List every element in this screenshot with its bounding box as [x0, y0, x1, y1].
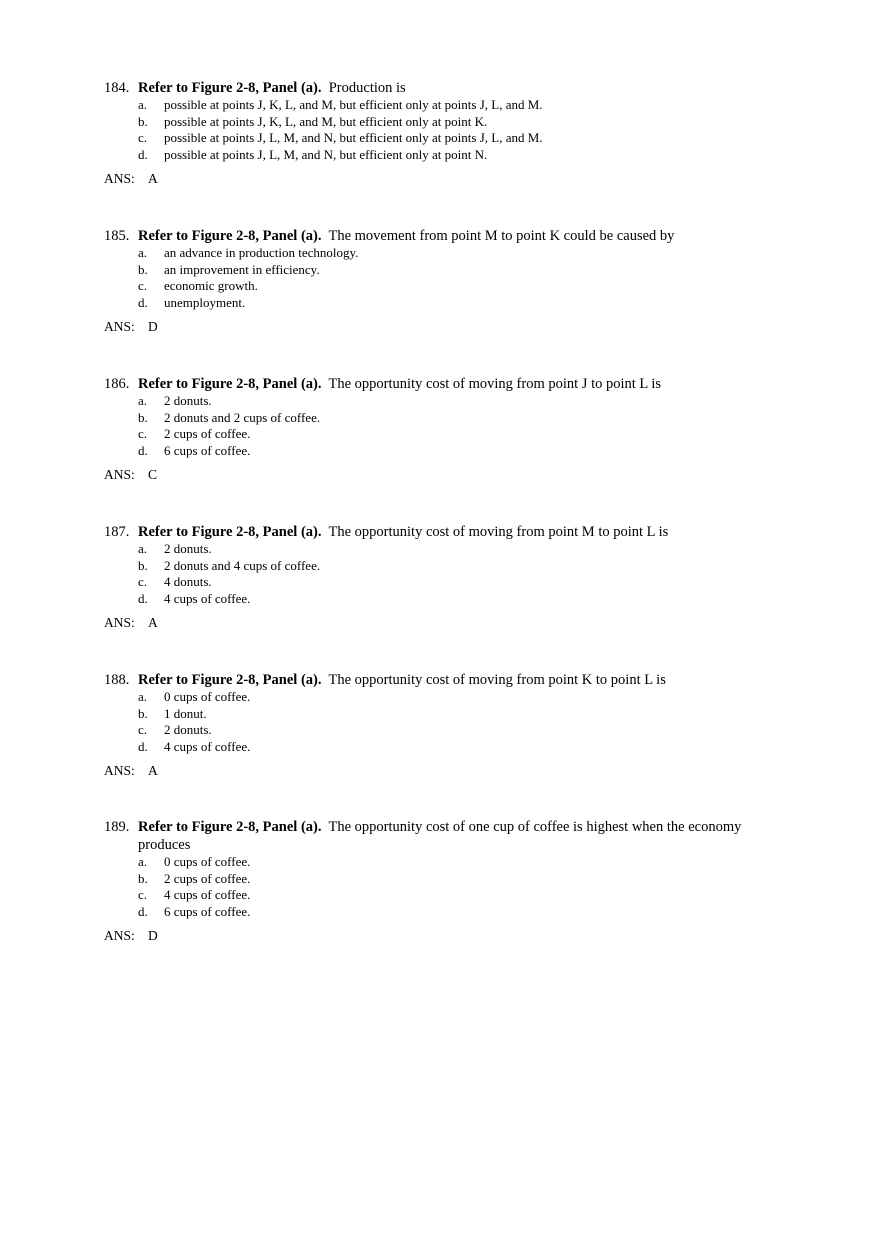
answer-line: [104, 614, 764, 631]
figure-reference: Refer to Figure 2-8, Panel (a).: [138, 80, 322, 96]
option-letter: b.: [138, 705, 148, 721]
option-a: [104, 245, 764, 262]
option-text: 4 donuts.: [164, 574, 212, 590]
question-stem: [104, 79, 764, 97]
option-text: unemployment.: [164, 295, 246, 311]
question-text: The opportunity cost of moving from point J to point L is: [328, 376, 662, 392]
answer-value: A: [148, 762, 158, 778]
option-text: 2 cups of coffee.: [164, 870, 251, 886]
question-number: 184.: [104, 80, 130, 96]
answer-value: A: [148, 170, 158, 186]
option-letter: b.: [138, 870, 148, 886]
option-c: [104, 130, 764, 147]
answer-line: [104, 318, 764, 335]
option-letter: c.: [138, 278, 148, 294]
option-letter: c.: [138, 722, 148, 738]
option-d: [104, 295, 764, 312]
answer-value: D: [148, 318, 158, 334]
option-text: 2 donuts.: [164, 541, 212, 556]
option-a: [104, 541, 764, 558]
question-number: 186.: [104, 376, 130, 392]
answer-label: ANS:: [104, 927, 135, 943]
answer-line: [104, 170, 764, 187]
option-text: 0 cups of coffee.: [164, 854, 251, 869]
option-text: 1 donut.: [164, 705, 207, 721]
question-stem: [104, 671, 764, 689]
option-b: [104, 262, 764, 279]
figure-reference: Refer to Figure 2-8, Panel (a).: [138, 672, 322, 688]
option-text: possible at points J, K, L, and M, but efficient only at points J, L, and M.: [164, 97, 543, 112]
option-text: possible at points J, L, M, and N, but efficient only at points J, L, and M.: [164, 130, 543, 146]
answer-label: ANS:: [104, 762, 135, 778]
option-a: [104, 393, 764, 410]
option-text: an advance in production technology.: [164, 245, 359, 260]
option-letter: c.: [138, 426, 148, 442]
option-text: 2 donuts.: [164, 722, 212, 738]
question-184: [104, 79, 764, 187]
question-text: The opportunity cost of moving from point M to point L is: [328, 524, 669, 540]
option-letter: d.: [138, 739, 148, 755]
option-c: [104, 426, 764, 443]
option-text: 6 cups of coffee.: [164, 904, 251, 920]
answer-label: ANS:: [104, 318, 135, 334]
option-text: 2 cups of coffee.: [164, 426, 251, 442]
answer-label: ANS:: [104, 170, 135, 186]
figure-reference: Refer to Figure 2-8, Panel (a).: [138, 819, 322, 835]
option-b: [104, 410, 764, 427]
question-stem: [104, 523, 764, 541]
option-text: 4 cups of coffee.: [164, 739, 251, 755]
option-letter: a.: [138, 97, 148, 112]
question-stem: [104, 818, 744, 854]
option-a: [104, 854, 744, 871]
question-189: [104, 818, 744, 944]
option-text: 0 cups of coffee.: [164, 689, 251, 704]
option-text: 6 cups of coffee.: [164, 443, 251, 459]
option-text: possible at points J, K, L, and M, but efficient only at point K.: [164, 113, 488, 129]
option-c: [104, 722, 764, 739]
option-d: [104, 147, 764, 164]
option-d: [104, 443, 764, 460]
question-187: [104, 523, 764, 631]
answer-label: ANS:: [104, 466, 135, 482]
option-letter: a.: [138, 393, 148, 408]
answer-line: [104, 927, 744, 944]
answer-options: [104, 689, 764, 756]
answer-value: D: [148, 927, 158, 943]
option-text: 4 cups of coffee.: [164, 591, 251, 607]
question-186: [104, 375, 764, 483]
option-c: [104, 574, 764, 591]
option-a: [104, 97, 764, 114]
question-text: The opportunity cost of one cup of coffee is highest when the economy produces: [138, 819, 742, 853]
option-c: [104, 887, 744, 904]
option-letter: b.: [138, 261, 148, 277]
option-b: [104, 558, 764, 575]
option-b: [104, 706, 764, 723]
option-d: [104, 739, 764, 756]
option-text: 2 donuts and 2 cups of coffee.: [164, 409, 321, 425]
option-letter: a.: [138, 689, 148, 704]
question-stem: [104, 375, 764, 393]
answer-value: C: [148, 466, 158, 482]
question-number: 185.: [104, 228, 130, 244]
option-letter: d.: [138, 904, 148, 920]
answer-options: [104, 245, 764, 312]
option-text: economic growth.: [164, 278, 258, 294]
question-text: The movement from point M to point K could be caused by: [328, 228, 675, 244]
option-text: 2 donuts and 4 cups of coffee.: [164, 557, 321, 573]
answer-options: [104, 393, 764, 460]
option-text: 4 cups of coffee.: [164, 887, 251, 903]
option-letter: d.: [138, 147, 148, 163]
answer-options: [104, 854, 744, 921]
answer-line: [104, 762, 764, 779]
option-letter: d.: [138, 591, 148, 607]
option-text: 2 donuts.: [164, 393, 212, 408]
option-letter: a.: [138, 245, 148, 260]
answer-line: [104, 466, 764, 483]
figure-reference: Refer to Figure 2-8, Panel (a).: [138, 376, 322, 392]
option-b: [104, 871, 744, 888]
option-letter: d.: [138, 443, 148, 459]
question-number: 189.: [104, 819, 130, 835]
answer-value: A: [148, 614, 158, 630]
option-letter: b.: [138, 557, 148, 573]
option-letter: b.: [138, 113, 148, 129]
option-d: [104, 591, 764, 608]
question-number: 187.: [104, 524, 130, 540]
option-letter: d.: [138, 295, 148, 311]
option-letter: c.: [138, 887, 148, 903]
answer-options: [104, 97, 764, 164]
option-d: [104, 904, 744, 921]
option-text: possible at points J, L, M, and N, but efficient only at point N.: [164, 147, 488, 163]
option-c: [104, 278, 764, 295]
option-a: [104, 689, 764, 706]
question-185: [104, 227, 764, 335]
question-stem: [104, 227, 764, 245]
figure-reference: Refer to Figure 2-8, Panel (a).: [138, 524, 322, 540]
option-letter: c.: [138, 130, 148, 146]
option-b: [104, 114, 764, 131]
option-letter: a.: [138, 541, 148, 556]
option-text: an improvement in efficiency.: [164, 261, 320, 277]
answer-label: ANS:: [104, 614, 135, 630]
option-letter: a.: [138, 854, 148, 869]
figure-reference: Refer to Figure 2-8, Panel (a).: [138, 228, 322, 244]
question-number: 188.: [104, 672, 130, 688]
question-text: The opportunity cost of moving from point K to point L is: [328, 672, 666, 688]
option-letter: b.: [138, 409, 148, 425]
question-text: Production is: [328, 80, 406, 96]
answer-options: [104, 541, 764, 608]
question-188: [104, 671, 764, 779]
option-letter: c.: [138, 574, 148, 590]
